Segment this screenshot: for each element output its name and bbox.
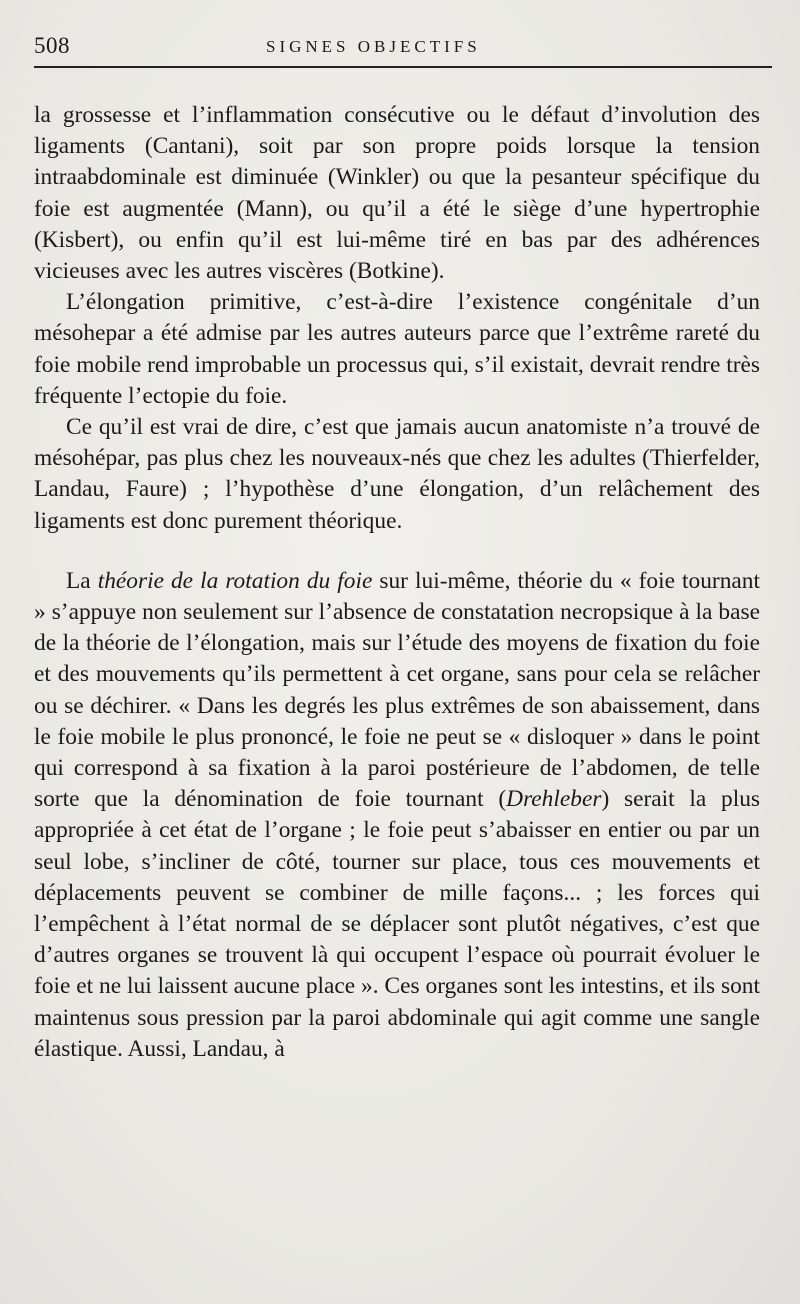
page-header — [34, 0, 760, 70]
rotation-theory-term: théorie de la rotation du foie — [97, 567, 373, 594]
header-rule — [34, 66, 772, 68]
page-number: 508 — [34, 33, 70, 58]
rotation-intro-text: La — [66, 567, 98, 594]
rotation-end-text: ) serait la plus appropriée à cet état de l’organe ; le foie peut s’abaisser en entier ou par un seul lobe, s’incliner de côté, tourner sur place, tous ces mouvements et déplacements peuvent se combiner de mille façons... ; les forces qui l’empêchent à l’état normal de se déplacer sont plutôt négatives, c’est que d’autres organes se trouvent là qui occupent l’espace où pourrait évoluer le foie et ne lui laissent aucune place ». Ces organes sont les intestins, et ils sont maintenus sous pression par la paroi abdominale qui agit comme une sangle élastique. Aussi, Landau, à — [34, 786, 760, 1062]
paragraph-continuation: la grossesse et l’inflammation consécutive ou le défaut d’involution des ligaments (Cantani), soit par son propre poids lorsque la tension intraabdominale est diminuée (Winkler) ou que la pesanteur spécifique du foie est augmentée (Mann), ou qu’il a été le siège d’une hypertrophie (Kisbert), ou enfin qu’il est lui-même tiré en bas par des adhérences vicieuses avec les autres viscères (Botkine). — [34, 102, 760, 285]
paragraph-rotation-theory — [34, 566, 760, 1065]
drehleber-term: Drehleber — [506, 786, 602, 813]
section-gap — [34, 537, 760, 566]
paragraph-mesohepar: Ce qu’il est vrai de dire, c’est que jamais aucun anatomiste n’a trouvé de mésohépar, pas plus chez les nouveaux-nés que chez les adultes (Thierfelder, Landau, Faure) ; l’hypothèse d’une élongation, d’un relâchement des ligaments est donc purement théorique. — [34, 414, 760, 534]
paragraph-primitive-elongation: L’élongation primitive, c’est-à-dire l’existence congénitale d’un mésohepar a été admise par les autres auteurs parce que l’extrême rareté du foie mobile rend improbable un processus qui, s’il existait, devrait rendre très fréquente l’ectopie du foie. — [34, 289, 760, 409]
body-text — [34, 100, 760, 1065]
running-title: SIGNES OBJECTIFS — [266, 37, 481, 56]
rotation-middle-text: sur lui-même, théorie du « foie tournant » s’appuye non seulement sur l’absence de constatation necropsique à la base de la théorie de l’élongation, mais sur l’étude des moyens de fixation du foie et des mouvements qu’ils permettent à cet organe, sans pour cela se relâcher ou se déchirer. « Dans les degrés les plus extrêmes de son abaissement, dans le foie mobile le plus prononcé, le foie ne peut se « disloquer » dans le point qui correspond à sa fixation à la paroi postérieure de l’abdomen, de telle sorte que la dénomination de foie tournant ( — [34, 567, 760, 813]
